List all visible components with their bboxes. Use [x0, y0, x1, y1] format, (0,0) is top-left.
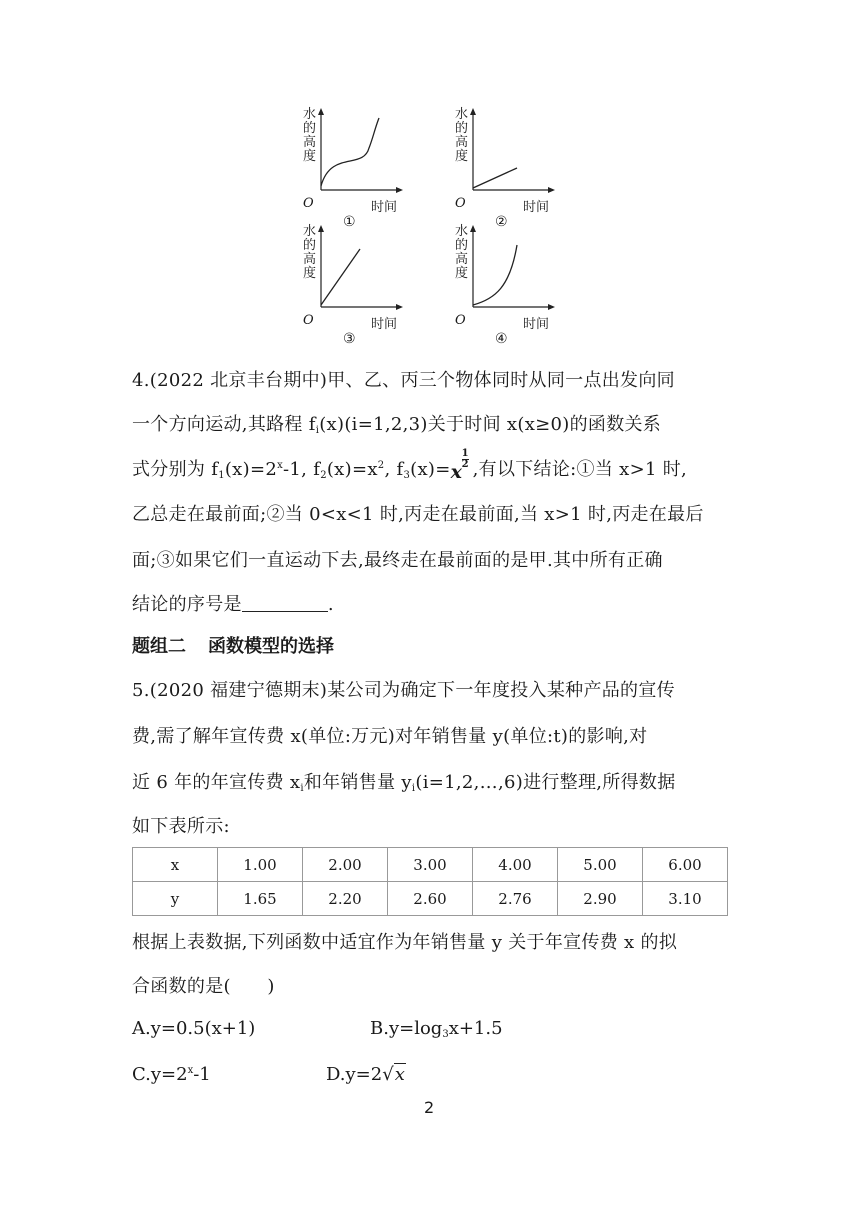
option-c[interactable]: $C.y=2^x-1$ — [132, 1064, 211, 1085]
option-b[interactable]: $B.y=\log_3x+1.5$ — [370, 1018, 503, 1040]
graph-2-plot — [455, 108, 555, 198]
graph-4 — [455, 225, 555, 345]
power-half: x 1 2 — [450, 448, 469, 483]
option-d[interactable]: D.y=2√x — [326, 1064, 405, 1085]
graph-xlabel: 时间 — [371, 200, 398, 215]
table-cell: 3.10 — [643, 882, 728, 916]
graph-3 — [303, 225, 403, 345]
q4-line-2: 一个方向运动,其路程 $f_i(x)(i=1,2,3)$关于时间 x(x≥0)的函数关系 — [132, 414, 662, 436]
q4-line-3: 式分别为 $f_1(x)=2^x-1$, $f_2(x)=x^2$, $f_3(x)=$ x 1 2 ,有以下结论:①当 x>1 时, — [132, 448, 688, 483]
graph-3-plot — [303, 225, 403, 315]
graph-number: ① — [343, 214, 356, 230]
graph-origin: O — [303, 196, 314, 211]
table-cell: 1.65 — [218, 882, 303, 916]
q5-line-1: 5.(2020 福建宁德期末)某公司为确定下一年度投入某种产品的宣传 — [132, 680, 675, 701]
answer-blank[interactable] — [242, 593, 328, 612]
graph-number: ③ — [343, 331, 356, 347]
graph-1 — [303, 108, 403, 228]
option-a[interactable]: A.y=0.5(x+1) — [132, 1018, 256, 1039]
q4-line-4: 乙总走在最前面;②当 0<x<1 时,丙走在最前面,当 x>1 时,丙走在最后 — [132, 504, 704, 525]
graph-number: ② — [495, 214, 508, 230]
graph-origin: O — [303, 313, 314, 328]
graph-origin: O — [455, 196, 466, 211]
graph-xlabel: 时间 — [523, 317, 550, 332]
graph-1-plot — [303, 108, 403, 198]
q5-line-3: 近 6 年的年宣传费 $x_i$和年销售量 $y_i(i=1,2,\dots,6)$进行整理,所得数据 — [132, 772, 676, 794]
table-row — [133, 848, 728, 882]
q5-line-4: 如下表所示: — [132, 816, 230, 837]
graph-xlabel: 时间 — [523, 200, 550, 215]
q4-line-1: 4.(2022 北京丰台期中)甲、乙、丙三个物体同时从同一点出发向同 — [132, 370, 675, 391]
q5-line-2: 费,需了解年宣传费 x(单位:万元)对年销售量 y(单位:t)的影响,对 — [132, 726, 648, 747]
page-number: 2 — [424, 1098, 435, 1117]
graph-4-plot — [455, 225, 555, 315]
table-cell: 6.00 — [643, 848, 728, 882]
graph-origin: O — [455, 313, 466, 328]
graph-xlabel: 时间 — [371, 317, 398, 332]
graph-number: ④ — [495, 331, 508, 347]
graph-2 — [455, 108, 555, 228]
data-table — [132, 847, 728, 916]
table-cell: 3.00 — [388, 848, 473, 882]
graph-ylabel: 水的高度 — [303, 107, 317, 164]
section-heading: 题组二 函数模型的选择 — [132, 636, 334, 657]
table-cell: 2.20 — [303, 882, 388, 916]
graph-ylabel: 水的高度 — [303, 224, 317, 281]
table-cell: 2.76 — [473, 882, 558, 916]
table-cell: y — [133, 882, 218, 916]
q5-line-6: 合函数的是( ) — [132, 976, 275, 997]
table-cell: 2.90 — [558, 882, 643, 916]
table-row — [133, 882, 728, 916]
q4-line-6: 结论的序号是 . — [132, 594, 334, 615]
q4-line-5: 面;③如果它们一直运动下去,最终走在最前面的是甲.其中所有正确 — [132, 550, 663, 571]
graph-ylabel: 水的高度 — [455, 224, 469, 281]
q5-line-5: 根据上表数据,下列函数中适宜作为年销售量 y 关于年宣传费 x 的拟 — [132, 932, 678, 953]
table-cell: 1.00 — [218, 848, 303, 882]
table-cell: x — [133, 848, 218, 882]
table-cell: 5.00 — [558, 848, 643, 882]
table-cell: 2.00 — [303, 848, 388, 882]
sqrt-expression: √x — [382, 1064, 405, 1085]
graph-ylabel: 水的高度 — [455, 107, 469, 164]
table-cell: 2.60 — [388, 882, 473, 916]
table-cell: 4.00 — [473, 848, 558, 882]
